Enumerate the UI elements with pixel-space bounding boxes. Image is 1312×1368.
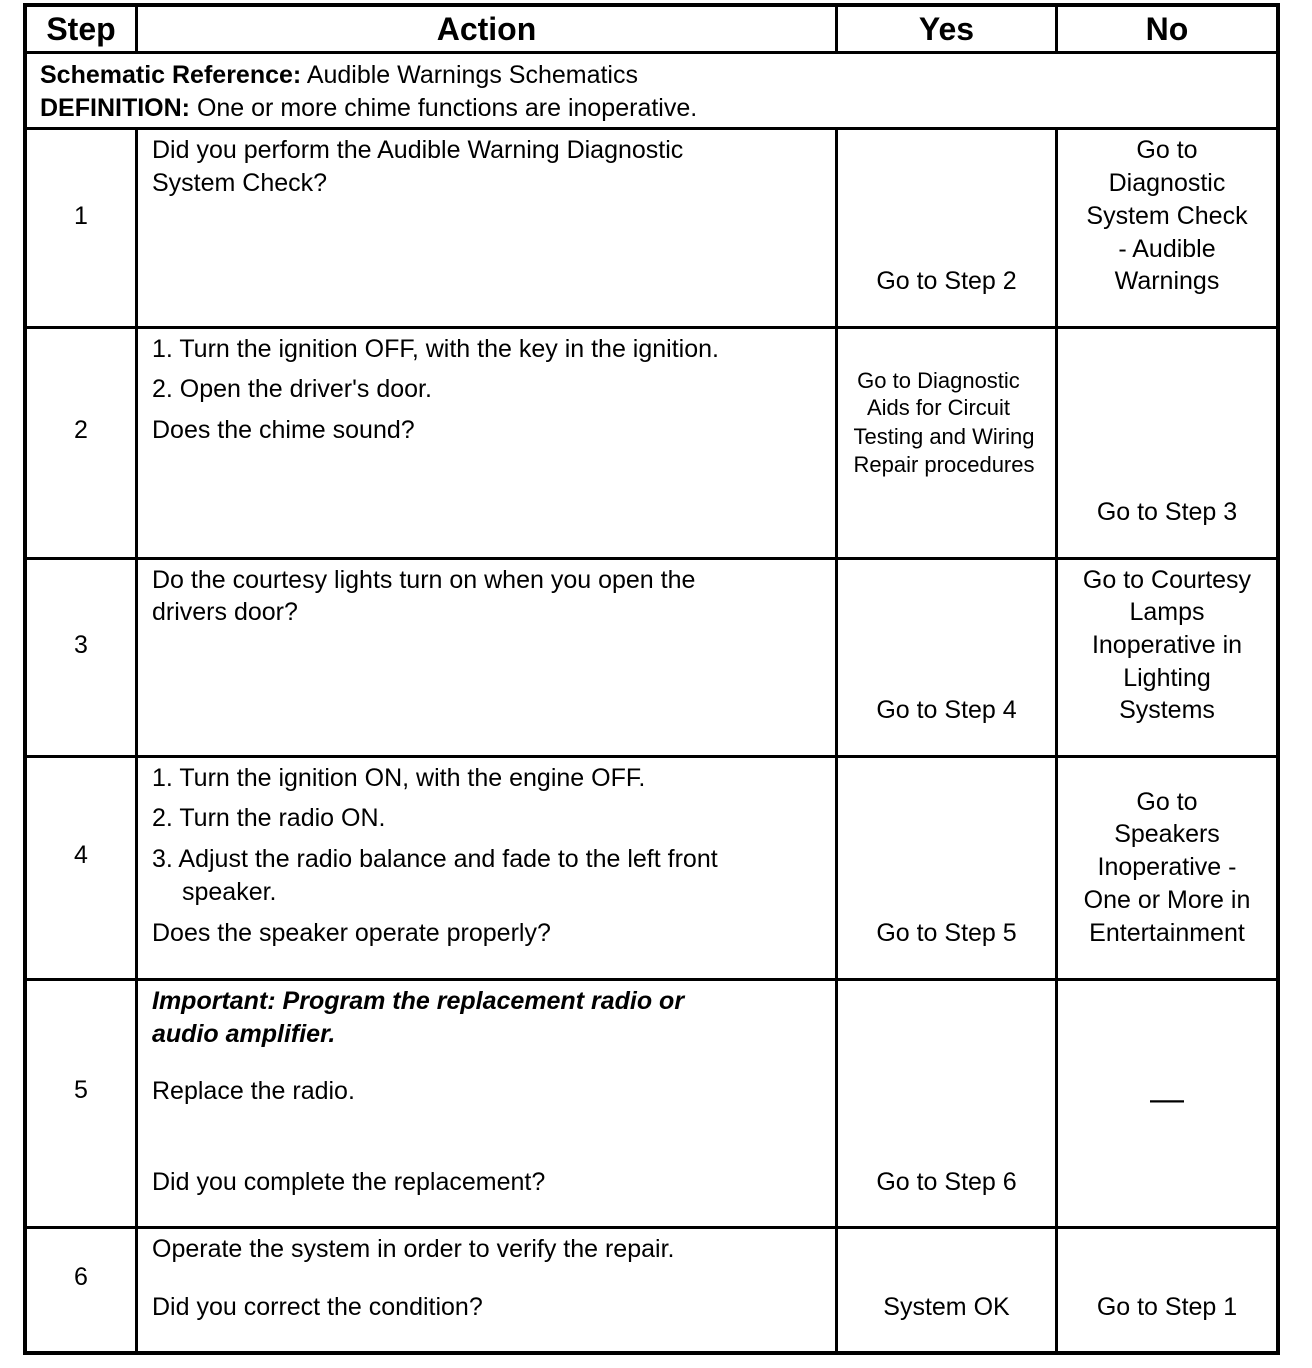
header-action: Action — [436, 11, 537, 47]
definition — [40, 92, 697, 125]
yes-result: Go to Diagnostic — [857, 368, 1020, 393]
schematic-reference-label: Schematic Reference: — [40, 61, 302, 89]
action-text: 1. Turn the ignition ON, with the engine OFF. — [152, 764, 646, 792]
header-step: Step — [46, 11, 116, 47]
no-result: Warnings — [1114, 267, 1220, 295]
action-text: Replace the radio. — [152, 1077, 355, 1105]
no-result: Go to Step 3 — [1096, 498, 1238, 526]
yes-result: Aids for Circuit — [866, 395, 1011, 420]
action-text: 3. Adjust the radio balance and fade to the left front — [152, 845, 718, 873]
row-divider — [23, 326, 1280, 329]
table-border-right — [1276, 3, 1280, 1355]
yes-result: Go to Step 6 — [876, 1168, 1017, 1196]
action-text: Did you perform the Audible Warning Diagnostic — [152, 136, 684, 164]
no-result: — — [1150, 1080, 1184, 1118]
no-result: System Check — [1086, 202, 1248, 230]
yes-result: Go to Step 4 — [876, 696, 1017, 724]
row-divider — [23, 755, 1280, 758]
no-result: Go to Step 1 — [1096, 1293, 1238, 1321]
no-result: - Audible — [1118, 235, 1216, 263]
action-text: System Check? — [152, 169, 328, 197]
header-no: No — [1145, 11, 1189, 47]
step-number: 2 — [74, 416, 88, 444]
action-text: drivers door? — [152, 598, 298, 626]
action-text: Did you complete the replacement? — [152, 1168, 546, 1196]
no-result: Diagnostic — [1108, 169, 1226, 197]
table-border-bottom — [23, 1351, 1280, 1355]
step-number: 3 — [74, 631, 88, 659]
step-number: 4 — [74, 841, 88, 869]
step-number: 5 — [74, 1076, 88, 1104]
action-text: Does the speaker operate properly? — [152, 919, 551, 947]
header-yes: Yes — [918, 11, 975, 47]
no-result: Speakers — [1114, 820, 1220, 848]
no-result: Entertainment — [1089, 919, 1245, 947]
row-divider — [23, 51, 1280, 54]
no-result: Lighting — [1123, 664, 1211, 692]
action-text: Did you correct the condition? — [152, 1293, 483, 1321]
schematic-reference — [40, 59, 638, 92]
step-number: 6 — [74, 1263, 88, 1291]
action-text: 1. Turn the ignition OFF, with the key in the ignition. — [152, 335, 719, 363]
definition-value: One or more chime functions are inoperative. — [196, 94, 698, 122]
row-divider — [23, 978, 1280, 981]
yes-result: Repair procedures — [853, 452, 1035, 477]
row-divider — [23, 557, 1280, 560]
no-result: Systems — [1119, 696, 1215, 724]
no-result: Lamps — [1129, 598, 1205, 626]
important-note: audio amplifier. — [152, 1020, 336, 1048]
no-result: Inoperative in — [1091, 631, 1243, 659]
no-result: Go to — [1136, 788, 1198, 816]
action-text: Do the courtesy lights turn on when you open the — [152, 566, 696, 594]
row-divider — [23, 1226, 1280, 1229]
action-text: 2. Turn the radio ON. — [152, 804, 386, 832]
action-text: Does the chime sound? — [152, 416, 415, 444]
definition-label: DEFINITION: — [40, 94, 190, 122]
yes-result: Testing and Wiring — [853, 424, 1035, 449]
no-result: Go to Courtesy — [1082, 566, 1252, 594]
yes-result: Go to Step 2 — [876, 267, 1017, 295]
no-result: Go to — [1136, 136, 1198, 164]
important-note: Important: Program the replacement radio or — [152, 987, 685, 1015]
row-divider — [23, 127, 1280, 130]
yes-result: System OK — [883, 1293, 1010, 1321]
action-text: Operate the system in order to verify the repair. — [152, 1235, 675, 1263]
column-divider — [1055, 127, 1058, 1355]
step-number: 1 — [74, 202, 88, 230]
schematic-reference-value: Audible Warnings Schematics — [306, 61, 638, 89]
no-result: Inoperative - — [1097, 853, 1237, 881]
yes-result: Go to Step 5 — [876, 919, 1017, 947]
column-divider — [135, 127, 138, 1355]
action-text: 2. Open the driver's door. — [152, 375, 432, 403]
action-text: speaker. — [182, 878, 277, 906]
no-result: One or More in — [1083, 886, 1251, 914]
table-border-top — [23, 3, 1280, 7]
